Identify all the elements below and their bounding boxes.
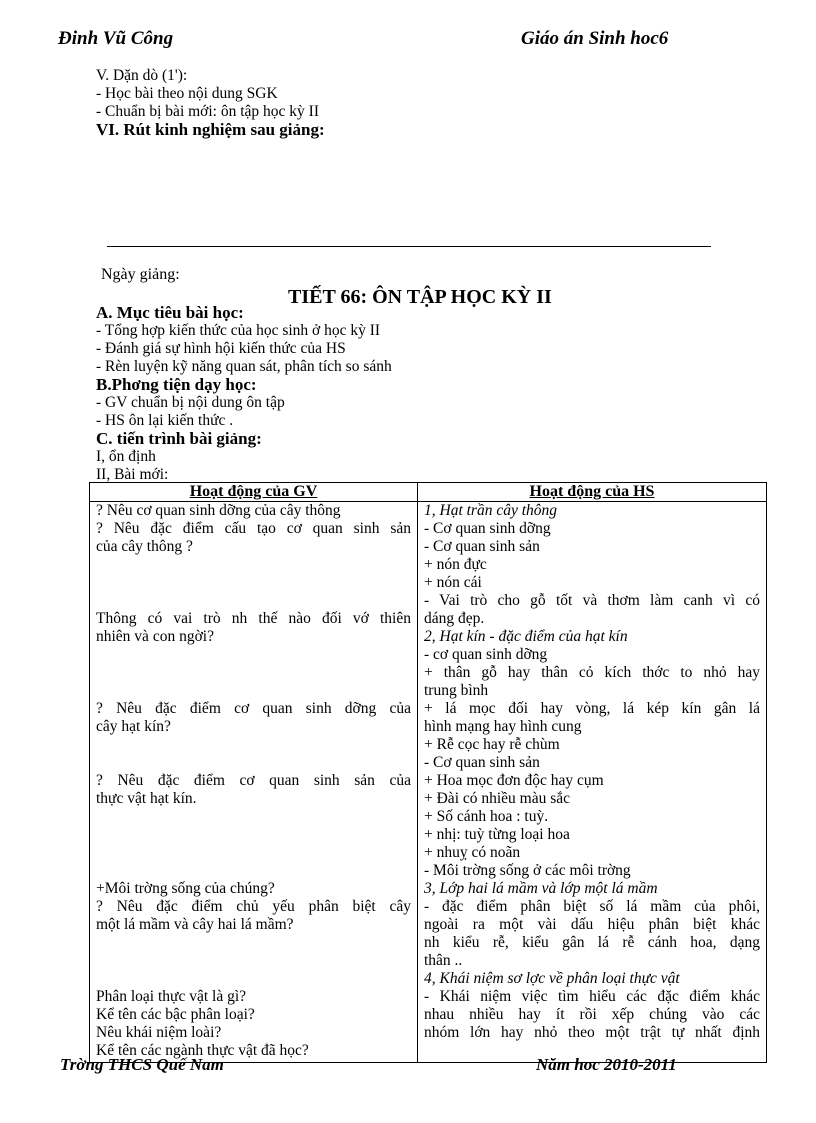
gv-line xyxy=(96,844,411,862)
section-a-heading: A. Mục tiêu bài học: xyxy=(96,303,244,322)
previous-lesson-notes xyxy=(96,67,325,139)
col-header-gv: Hoạt động của GV xyxy=(90,483,418,502)
hs-line: + nhị: tuỳ từng loại hoa xyxy=(424,826,570,843)
hs-line: + nón đực xyxy=(424,556,487,573)
section-b-item: - GV chuẩn bị nội dung ôn tập xyxy=(96,394,285,411)
col-header-hs: Hoạt động của HS xyxy=(418,483,767,502)
hs-line: nh kiểu rễ, kiểu gân lá rễ cánh hoa, dạng xyxy=(424,934,760,951)
lesson-sections xyxy=(96,304,392,484)
gv-line: Kể tên các ngành thực vật đã học? xyxy=(96,1042,309,1059)
hs-line: + lá mọc đối hay vòng, lá kép kín gân lá xyxy=(424,700,760,717)
section-a-item: - Đánh giá sự hình hội kiến thức của HS xyxy=(96,340,346,357)
gv-line xyxy=(96,952,411,970)
hs-line: dáng đẹp. xyxy=(424,610,485,627)
teacher-activities xyxy=(90,502,418,1063)
gv-line xyxy=(96,754,411,772)
gv-line xyxy=(96,862,411,880)
gv-line: ? Nêu đặc điểm chủ yếu phân biệt cây xyxy=(96,898,411,915)
hs-line: + Hoa mọc đơn độc hay cụm xyxy=(424,772,604,789)
section-vi-heading: VI. Rút kinh nghiệm sau giảng: xyxy=(96,120,325,139)
gv-line: Thông có vai trò nh thế nào đối vớ thiên xyxy=(96,610,411,627)
hs-line: + Đài có nhiều màu sắc xyxy=(424,790,571,807)
hs-line: + Rễ cọc hay rễ chùm xyxy=(424,736,560,753)
hs-topic-heading: 4, Khái niệm sơ lợc về phân loại thực vật xyxy=(424,970,680,987)
header-subject: Giáo án Sinh hoc6 xyxy=(521,28,669,49)
gv-line: Nêu khái niệm loài? xyxy=(96,1024,222,1041)
hs-line: thân .. xyxy=(424,952,463,969)
hs-line: ngoài ra một vài dấu hiệu phân biệt khác xyxy=(424,916,760,933)
section-c-item: II, Bài mới: xyxy=(96,466,169,483)
gv-line xyxy=(96,664,411,682)
lesson-title: TIẾT 66: ÔN TẬP HỌC KỲ II xyxy=(288,286,552,308)
hs-line: trung bình xyxy=(424,682,489,699)
hs-line: nhóm lớn hay nhỏ theo một trật tự nhất định xyxy=(424,1024,760,1041)
gv-line xyxy=(96,592,411,610)
gv-line xyxy=(96,970,411,988)
section-c-item: I, ổn định xyxy=(96,448,156,465)
gv-line xyxy=(96,736,411,754)
hs-line: - cơ quan sinh dỡng xyxy=(424,646,548,663)
gv-line: Phân loại thực vật là gì? xyxy=(96,988,247,1005)
section-b-heading: B.Phơng tiện dạy học: xyxy=(96,375,257,394)
gv-line xyxy=(96,574,411,592)
gv-line xyxy=(96,808,411,826)
footer-year: Năm hoc 2010-2011 xyxy=(536,1055,677,1074)
gv-line: Kể tên các bậc phân loại? xyxy=(96,1006,255,1023)
section-v-item: - Học bài theo nội dung SGK xyxy=(96,85,278,102)
hs-line: - Cơ quan sinh sản xyxy=(424,754,540,771)
gv-line: một lá mầm và cây hai lá mầm? xyxy=(96,916,294,933)
hs-topic-heading: 3, Lớp hai lá mầm và lớp một lá mầm xyxy=(424,880,658,897)
day-label: Ngày giảng: xyxy=(101,266,180,283)
hs-line: - đặc điểm phân biệt số lá mầm của phôi, xyxy=(424,898,760,915)
hs-line: + thân gỗ hay thân cỏ kích thớc to nhỏ hay xyxy=(424,664,760,681)
section-v-heading: V. Dặn dò (1'): xyxy=(96,67,188,84)
hs-line: hình mạng hay hình cung xyxy=(424,718,582,735)
hs-line: + Số cánh hoa : tuỳ. xyxy=(424,808,549,825)
header-author: Đinh Vũ Công xyxy=(58,28,174,49)
hs-line: + nhuỵ có noãn xyxy=(424,844,521,861)
hs-topic-heading: 1, Hạt trần cây thông xyxy=(424,502,558,519)
separator-line xyxy=(107,246,711,247)
gv-line xyxy=(96,826,411,844)
gv-line: nhiên và con ngời? xyxy=(96,628,214,645)
section-a-item: - Rèn luyện kỹ năng quan sát, phân tích so sánh xyxy=(96,358,392,375)
gv-line: ? Nêu đặc điểm cấu tạo cơ quan sinh sản xyxy=(96,520,411,537)
section-a-item: - Tổng hợp kiến thức của học sinh ở học kỳ II xyxy=(96,322,381,339)
hs-line: - Khái niệm việc tìm hiểu các đặc điểm khác xyxy=(424,988,760,1005)
gv-line xyxy=(96,556,411,574)
gv-line: thực vật hạt kín. xyxy=(96,790,197,807)
gv-line: +Môi trờng sống của chúng? xyxy=(96,880,275,897)
gv-line xyxy=(96,934,411,952)
hs-topic-heading: 2, Hạt kín - đặc điểm của hạt kín xyxy=(424,628,628,645)
gv-line: của cây thông ? xyxy=(96,538,193,555)
gv-line xyxy=(96,646,411,664)
gv-line: cây hạt kín? xyxy=(96,718,171,735)
hs-line: - Cơ quan sinh dỡng xyxy=(424,520,551,537)
gv-line xyxy=(96,682,411,700)
hs-line: nhau nhiều hay ít rồi xếp chúng vào các xyxy=(424,1006,760,1023)
section-b-item: - HS ôn lại kiến thức . xyxy=(96,412,234,429)
hs-line: - Cơ quan sinh sản xyxy=(424,538,540,555)
activity-table xyxy=(89,482,767,1063)
section-c-heading: C. tiến trình bài giảng: xyxy=(96,429,262,448)
gv-line: ? Nêu đặc điểm cơ quan sinh sản của xyxy=(96,772,411,789)
student-activities xyxy=(418,502,767,1063)
hs-line: + nón cái xyxy=(424,574,482,591)
hs-line: - Vai trò cho gỗ tốt và thơm làm canh vì có xyxy=(424,592,760,609)
gv-line: ? Nêu cơ quan sinh dỡng của cây thông xyxy=(96,502,341,519)
footer-school: Trờng THCS Quế Nam xyxy=(60,1055,224,1074)
hs-line: - Môi trờng sống ở các môi trờng xyxy=(424,862,631,879)
gv-line: ? Nêu đặc điểm cơ quan sinh dỡng của xyxy=(96,700,411,717)
section-v-item: - Chuẩn bị bài mới: ôn tập học kỳ II xyxy=(96,103,320,120)
